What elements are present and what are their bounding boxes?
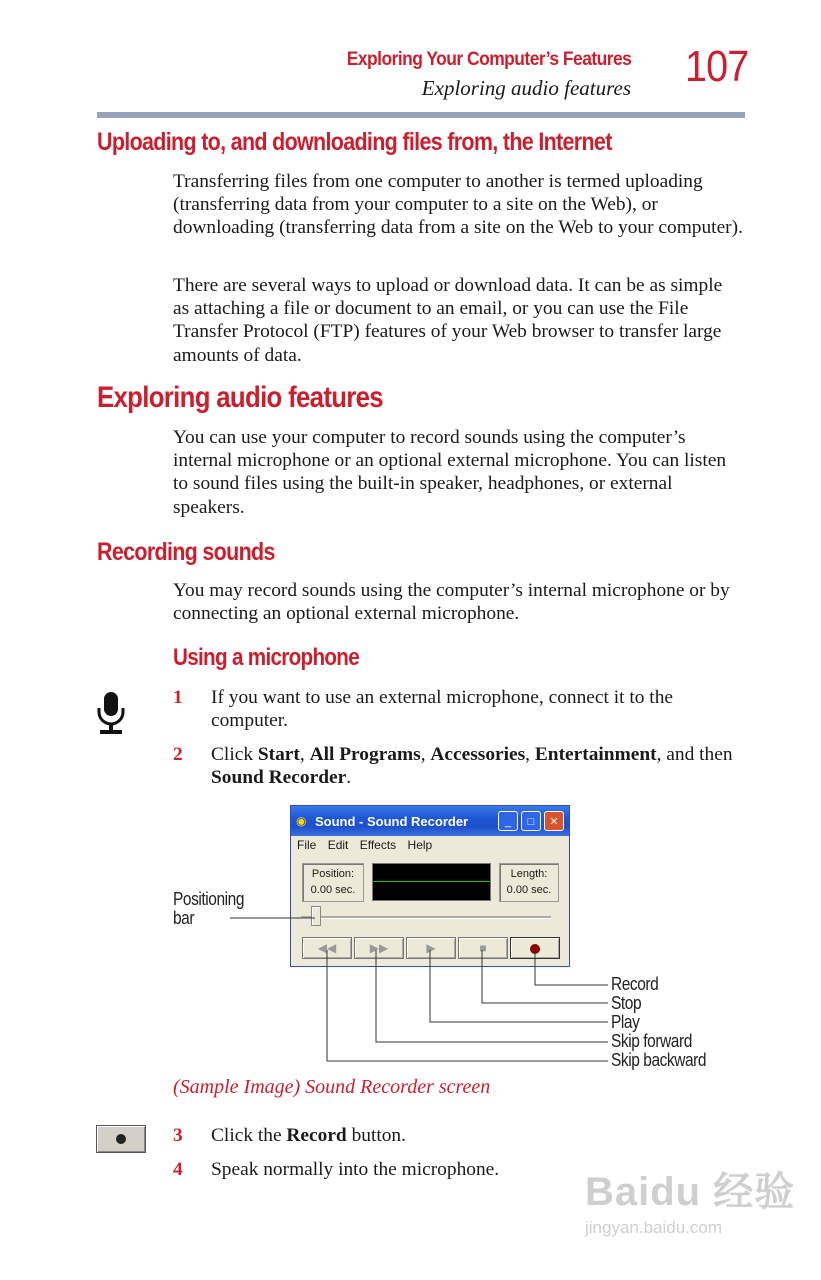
watermark xyxy=(585,1160,796,1237)
menu-entertainment: Entertainment xyxy=(534,744,657,765)
menu-sound-recorder: Sound Recorder xyxy=(211,767,347,789)
position-label: Position: xyxy=(311,868,355,880)
app-icon: ◉ xyxy=(296,814,307,828)
microphone-heading: Using a microphone xyxy=(173,644,360,671)
step-text: Speak normally into the microphone. xyxy=(211,1159,500,1180)
menu-edit[interactable]: Edit xyxy=(327,838,349,852)
window-title: Sound - Sound Recorder xyxy=(315,814,469,829)
length-label: Length: xyxy=(510,868,548,880)
menu-effects[interactable]: Effects xyxy=(359,838,397,852)
audio-heading: Exploring audio features xyxy=(97,381,383,414)
menu-accessories: Accessories xyxy=(430,744,526,765)
menu-start: Start xyxy=(257,744,300,765)
record-emphasis: Record xyxy=(286,1125,347,1146)
watermark-brand: Baidu 经验 xyxy=(585,1170,796,1214)
record-button-icon xyxy=(96,1125,146,1153)
play-button[interactable]: ▶ xyxy=(406,937,456,959)
step-number: 1 xyxy=(173,687,183,708)
step-number: 4 xyxy=(173,1159,183,1180)
menu-help[interactable]: Help xyxy=(407,838,433,852)
recording-heading: Recording sounds xyxy=(97,538,275,566)
recording-para: You may record sounds using the computer’s internal microphone or by connecting an optional external microphone. xyxy=(173,580,730,625)
step-number: 2 xyxy=(173,744,183,765)
stop-button[interactable]: ■ xyxy=(458,937,508,959)
minimize-button[interactable]: _ xyxy=(498,811,518,831)
running-header-chapter: Exploring Your Computer’s Features xyxy=(346,49,631,70)
step-text: Click the Record button. xyxy=(211,1125,406,1146)
callout-skip-backward: Skip backward xyxy=(611,1050,707,1070)
menu-all-programs: All Programs xyxy=(309,744,421,765)
callout-stop: Stop xyxy=(611,993,642,1013)
callout-play: Play xyxy=(611,1012,640,1032)
menu-file[interactable]: File xyxy=(297,838,317,852)
seek-forward-button[interactable]: ▶▶ xyxy=(354,937,404,959)
step-number: 3 xyxy=(173,1125,183,1146)
running-header-section: Exploring audio features xyxy=(421,76,631,100)
upload-para-1: Transferring files from one computer to another is termed uploading (transferring data from your computer to a site on the Web), or downloading (transferring data from a site on the Web to your computer). xyxy=(173,171,743,239)
seek-back-button[interactable]: ◀◀ xyxy=(302,937,352,959)
step-text: If you want to use an external microphone, connect it to the computer. xyxy=(211,687,673,732)
callout-skip-forward: Skip forward xyxy=(611,1031,692,1051)
callout-record: Record xyxy=(611,974,659,994)
watermark-url: jingyan.baidu.com xyxy=(585,1218,723,1237)
close-button[interactable]: ✕ xyxy=(544,811,564,831)
upload-heading: Uploading to, and downloading files from, the Internet xyxy=(97,128,612,156)
figure-caption: (Sample Image) Sound Recorder screen xyxy=(173,1076,491,1098)
record-dot-icon xyxy=(116,1134,126,1144)
length-value: 0.00 sec. xyxy=(506,884,552,896)
audio-para: You can use your computer to record sounds using the computer’s internal microphone or an optional external microphone. You can listen to sound files using the built-in speaker, headphones, or external speakers. xyxy=(173,427,727,518)
upload-para-2: There are several ways to upload or download data. It can be as simple as attaching a file or document to an email, or you can use the File Transfer Protocol (FTP) features of your Web browser to transfer large amounts of data. xyxy=(173,275,723,366)
page-number: 107 xyxy=(685,42,749,91)
callout-positioning-bar: Positioning bar xyxy=(173,889,245,928)
position-value: 0.00 sec. xyxy=(310,884,356,896)
maximize-button[interactable]: □ xyxy=(521,811,541,831)
step-text: Click Start, All Programs, Accessories, Entertainment, and then Sound Recorder. xyxy=(211,744,733,789)
